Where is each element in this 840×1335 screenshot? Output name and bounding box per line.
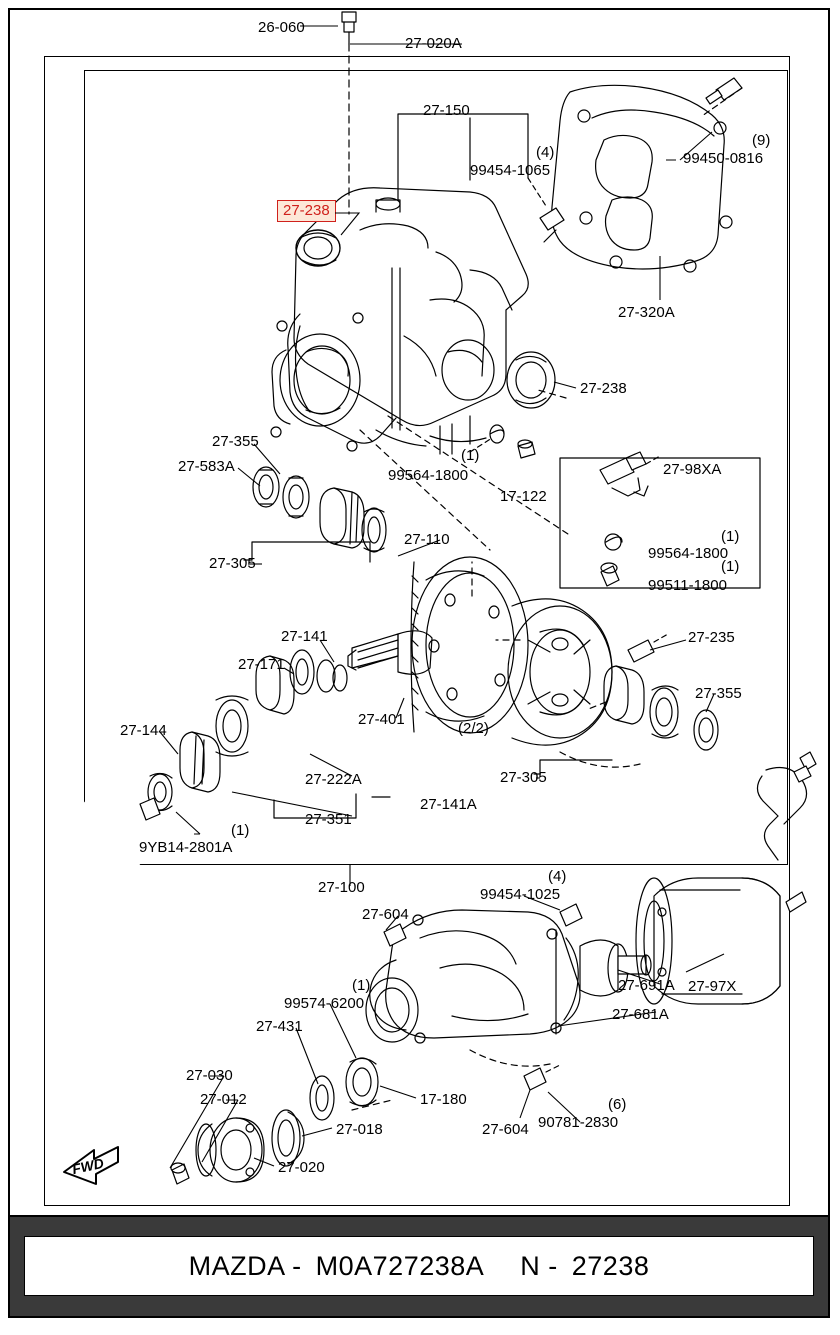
part-label[interactable]: 27-150 (423, 102, 470, 119)
part-label[interactable]: 27-431 (256, 1018, 303, 1035)
part-label[interactable]: 27-222A (305, 771, 362, 788)
part-label[interactable]: 27-351 (305, 811, 352, 828)
footer-part-plate (24, 1236, 814, 1296)
part-label[interactable]: 27-604 (482, 1121, 529, 1138)
part-label[interactable]: 27-604 (362, 906, 409, 923)
part-label[interactable]: 27-020A (405, 35, 462, 52)
part-label[interactable]: 27-030 (186, 1067, 233, 1084)
highlighted-part-label[interactable]: 27-238 (277, 200, 336, 222)
part-label[interactable]: 26-060 (258, 19, 305, 36)
part-label[interactable]: 27-012 (200, 1091, 247, 1108)
part-label[interactable]: 27-355 (695, 685, 742, 702)
part-label[interactable]: 27-100 (318, 879, 365, 896)
part-label[interactable]: 27-355 (212, 433, 259, 450)
part-label[interactable]: 27-681A (612, 1006, 669, 1023)
qty-label: (1) (721, 528, 740, 545)
part-label[interactable]: 27-238 (580, 380, 627, 397)
part-label[interactable]: 27-141A (420, 796, 477, 813)
part-label[interactable]: 99450-0816 (683, 150, 764, 167)
qty-label: (1) (352, 977, 371, 994)
qty-label: (4) (536, 144, 555, 161)
footer-ref: 27238 (571, 1250, 650, 1281)
qty-label: (9) (752, 132, 771, 149)
part-label[interactable]: 27-305 (500, 769, 547, 786)
part-label[interactable]: 99564-1800 (388, 467, 469, 484)
part-label[interactable]: 27-018 (336, 1121, 383, 1138)
footer-brand: MAZDA - (188, 1250, 310, 1281)
part-label[interactable]: 27-97X (688, 978, 737, 995)
part-label[interactable]: 17-180 (420, 1091, 467, 1108)
qty-label: (1) (461, 447, 480, 464)
qty-label: (4) (548, 868, 567, 885)
part-label[interactable]: 27-171 (238, 656, 285, 673)
part-label[interactable]: 27-401 (358, 711, 405, 728)
part-label[interactable]: 27-141 (281, 628, 328, 645)
part-label[interactable]: 27-583A (178, 458, 235, 475)
part-label[interactable]: 27-235 (688, 629, 735, 646)
sheet-note: (2/2) (458, 720, 489, 737)
part-label[interactable]: 27-110 (404, 531, 450, 548)
part-label[interactable]: 27-320A (618, 304, 675, 321)
part-label[interactable]: 99454-1065 (470, 162, 551, 179)
part-label[interactable]: 9YB14-2801A (139, 839, 233, 856)
footer-part-number: M0A727238A (315, 1250, 485, 1281)
qty-label: (1) (231, 822, 250, 839)
part-label[interactable]: 27-144 (120, 722, 167, 739)
part-label[interactable]: 27-691A (618, 977, 675, 994)
fwd-label: FWD (70, 1154, 106, 1178)
part-label[interactable]: 27-020 (278, 1159, 325, 1176)
qty-label: (6) (608, 1096, 627, 1113)
part-label[interactable]: 99574-6200 (284, 995, 365, 1012)
part-label[interactable]: 99454-1025 (480, 886, 561, 903)
footer-separator: N - (520, 1250, 566, 1281)
qty-label: (1) (721, 558, 740, 575)
part-label[interactable]: 90781-2830 (538, 1114, 619, 1131)
part-label[interactable]: 99564-1800 (648, 545, 729, 562)
part-label[interactable]: 99511-1800 (648, 577, 727, 594)
part-label[interactable]: 27-305 (209, 555, 256, 572)
part-label[interactable]: 27-98XA (663, 461, 722, 478)
part-label[interactable]: 17-122 (500, 488, 547, 505)
